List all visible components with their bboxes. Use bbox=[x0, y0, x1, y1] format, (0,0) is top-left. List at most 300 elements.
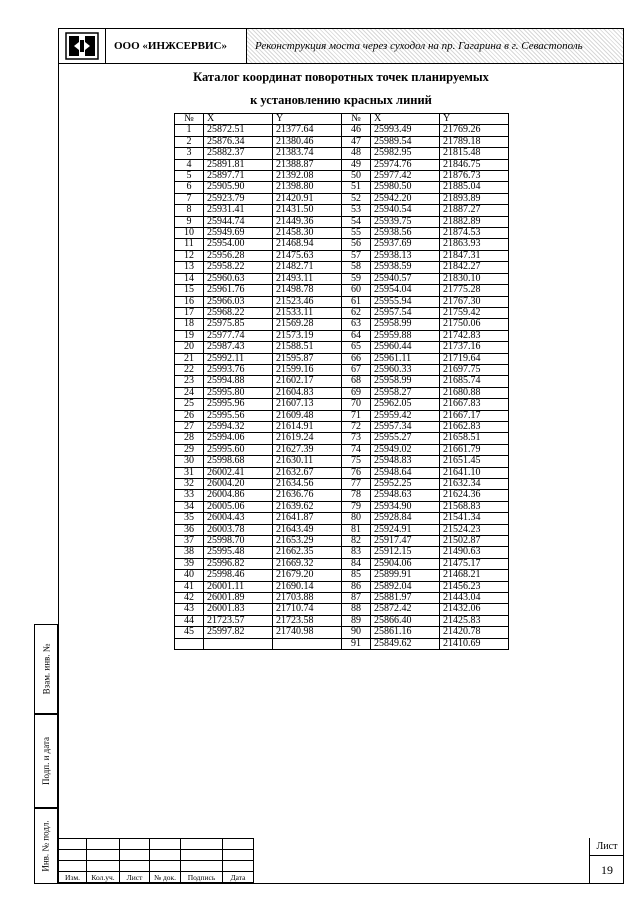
table-cell: 33 bbox=[175, 490, 204, 501]
table-cell: 63 bbox=[342, 319, 371, 330]
table-cell: 26 bbox=[175, 410, 204, 421]
table-row bbox=[175, 239, 509, 250]
table-cell: 26001.83 bbox=[204, 604, 273, 615]
table-row bbox=[175, 171, 509, 182]
column-header: № bbox=[342, 114, 371, 125]
stamp-col-date: Дата bbox=[223, 872, 254, 883]
table-cell: 25955.94 bbox=[371, 296, 440, 307]
table-cell: 21769.26 bbox=[440, 125, 509, 136]
table-cell: 78 bbox=[342, 490, 371, 501]
table-cell: 21595.87 bbox=[273, 353, 342, 364]
table-cell: 25942.20 bbox=[371, 193, 440, 204]
table-cell: 21498.78 bbox=[273, 285, 342, 296]
table-cell: 21723.57 bbox=[204, 615, 273, 626]
table-cell: 5 bbox=[175, 171, 204, 182]
table-cell: 21636.76 bbox=[273, 490, 342, 501]
table-cell: 13 bbox=[175, 262, 204, 273]
table-cell: 21619.24 bbox=[273, 433, 342, 444]
table-cell: 25995.80 bbox=[204, 387, 273, 398]
catalog-title-line2: к установлению красных линий bbox=[250, 93, 432, 107]
table-cell: 37 bbox=[175, 536, 204, 547]
table-row bbox=[175, 547, 509, 558]
table-cell: 87 bbox=[342, 593, 371, 604]
table-cell: 21630.11 bbox=[273, 456, 342, 467]
table-cell: 3 bbox=[175, 148, 204, 159]
table-cell: 21882.89 bbox=[440, 216, 509, 227]
table-cell: 25961.76 bbox=[204, 285, 273, 296]
table-cell: 21789.18 bbox=[440, 136, 509, 147]
table-cell: 58 bbox=[342, 262, 371, 273]
table-cell: 25937.69 bbox=[371, 239, 440, 250]
table-cell bbox=[273, 638, 342, 649]
table-cell: 24 bbox=[175, 387, 204, 398]
table-cell: 83 bbox=[342, 547, 371, 558]
table-cell: 40 bbox=[175, 570, 204, 581]
table-cell: 21634.56 bbox=[273, 479, 342, 490]
table-cell: 21703.88 bbox=[273, 593, 342, 604]
table-cell: 11 bbox=[175, 239, 204, 250]
table-cell: 21667.17 bbox=[440, 410, 509, 421]
table-cell: 21893.89 bbox=[440, 193, 509, 204]
table-cell: 25923.79 bbox=[204, 193, 273, 204]
table-cell: 26004.20 bbox=[204, 479, 273, 490]
table-cell: 21490.63 bbox=[440, 547, 509, 558]
table-row bbox=[175, 307, 509, 318]
table-cell: 21740.98 bbox=[273, 627, 342, 638]
table-cell: 91 bbox=[342, 638, 371, 649]
table-cell: 84 bbox=[342, 558, 371, 569]
table-cell: 54 bbox=[342, 216, 371, 227]
table-cell: 21541.34 bbox=[440, 513, 509, 524]
table-cell: 25944.74 bbox=[204, 216, 273, 227]
table-cell: 21432.06 bbox=[440, 604, 509, 615]
table-cell: 21380.46 bbox=[273, 136, 342, 147]
table-row bbox=[175, 536, 509, 547]
table-row bbox=[175, 228, 509, 239]
table-cell: 53 bbox=[342, 205, 371, 216]
table-cell: 81 bbox=[342, 524, 371, 535]
table-cell: 45 bbox=[175, 627, 204, 638]
table-cell: 2 bbox=[175, 136, 204, 147]
table-cell: 25961.11 bbox=[371, 353, 440, 364]
table-cell: 25998.46 bbox=[204, 570, 273, 581]
table-cell: 25959.88 bbox=[371, 330, 440, 341]
table-cell: 21847.31 bbox=[440, 250, 509, 261]
table-cell: 25876.34 bbox=[204, 136, 273, 147]
table-cell: 25968.22 bbox=[204, 307, 273, 318]
table-cell: 21697.75 bbox=[440, 364, 509, 375]
table-cell: 43 bbox=[175, 604, 204, 615]
table-cell: 26005.06 bbox=[204, 501, 273, 512]
table-cell: 25998.68 bbox=[204, 456, 273, 467]
table-row bbox=[175, 330, 509, 341]
table-cell: 89 bbox=[342, 615, 371, 626]
side-label-vzam: Взам. инв. № bbox=[41, 643, 51, 695]
table-cell: 21533.11 bbox=[273, 307, 342, 318]
table-cell: 61 bbox=[342, 296, 371, 307]
table-cell: 49 bbox=[342, 159, 371, 170]
table-cell: 25861.16 bbox=[371, 627, 440, 638]
table-cell: 21661.79 bbox=[440, 444, 509, 455]
table-cell: 21830.10 bbox=[440, 273, 509, 284]
table-row bbox=[175, 205, 509, 216]
table-cell: 25892.04 bbox=[371, 581, 440, 592]
table-cell: 21524.23 bbox=[440, 524, 509, 535]
table-cell bbox=[204, 638, 273, 649]
table-row bbox=[175, 615, 509, 626]
table-cell: 21690.14 bbox=[273, 581, 342, 592]
table-cell: 52 bbox=[342, 193, 371, 204]
table-cell: 25882.37 bbox=[204, 148, 273, 159]
table-cell: 21383.74 bbox=[273, 148, 342, 159]
table-cell: 76 bbox=[342, 467, 371, 478]
table-cell: 57 bbox=[342, 250, 371, 261]
table-cell: 23 bbox=[175, 376, 204, 387]
table-row bbox=[175, 490, 509, 501]
table-cell: 69 bbox=[342, 387, 371, 398]
table-row bbox=[175, 342, 509, 353]
table-cell: 25931.41 bbox=[204, 205, 273, 216]
table-cell: 26004.86 bbox=[204, 490, 273, 501]
table-cell: 46 bbox=[342, 125, 371, 136]
table-cell: 21658.51 bbox=[440, 433, 509, 444]
table-cell: 21750.06 bbox=[440, 319, 509, 330]
table-cell: 25960.44 bbox=[371, 342, 440, 353]
table-cell: 67 bbox=[342, 364, 371, 375]
table-row bbox=[175, 433, 509, 444]
table-cell: 25995.56 bbox=[204, 410, 273, 421]
table-cell: 26003.78 bbox=[204, 524, 273, 535]
table-cell: 56 bbox=[342, 239, 371, 250]
table-cell: 4 bbox=[175, 159, 204, 170]
table-cell: 25958.99 bbox=[371, 319, 440, 330]
table-cell: 42 bbox=[175, 593, 204, 604]
table-cell: 21431.50 bbox=[273, 205, 342, 216]
table-cell: 71 bbox=[342, 410, 371, 421]
table-cell: 21573.19 bbox=[273, 330, 342, 341]
table-cell: 21767.30 bbox=[440, 296, 509, 307]
title-block-stamp bbox=[58, 838, 624, 884]
table-cell: 25995.96 bbox=[204, 399, 273, 410]
table-cell: 21641.10 bbox=[440, 467, 509, 478]
table-row bbox=[175, 399, 509, 410]
table-cell: 25995.60 bbox=[204, 444, 273, 455]
table-cell: 21643.49 bbox=[273, 524, 342, 535]
table-cell: 25995.48 bbox=[204, 547, 273, 558]
table-cell: 21568.83 bbox=[440, 501, 509, 512]
table-cell: 77 bbox=[342, 479, 371, 490]
table-cell bbox=[175, 638, 204, 649]
table-cell: 25917.47 bbox=[371, 536, 440, 547]
table-cell: 25958.27 bbox=[371, 387, 440, 398]
table-cell: 21502.87 bbox=[440, 536, 509, 547]
table-cell: 25924.91 bbox=[371, 524, 440, 535]
coordinates-table bbox=[174, 113, 509, 650]
table-cell: 21759.42 bbox=[440, 307, 509, 318]
table-cell: 21685.74 bbox=[440, 376, 509, 387]
table-row bbox=[175, 467, 509, 478]
stamp-col-izm: Изм. bbox=[59, 872, 87, 883]
table-row bbox=[175, 250, 509, 261]
table-cell: 21475.17 bbox=[440, 558, 509, 569]
table-cell: 21632.67 bbox=[273, 467, 342, 478]
table-cell: 21607.13 bbox=[273, 399, 342, 410]
table-cell: 21392.08 bbox=[273, 171, 342, 182]
table-cell: 21398.80 bbox=[273, 182, 342, 193]
table-cell: 21449.36 bbox=[273, 216, 342, 227]
table-cell: 21420.91 bbox=[273, 193, 342, 204]
stamp-col-doc: № док. bbox=[150, 872, 181, 883]
table-row bbox=[175, 148, 509, 159]
table-cell: 25987.43 bbox=[204, 342, 273, 353]
table-cell: 65 bbox=[342, 342, 371, 353]
table-cell: 25928.84 bbox=[371, 513, 440, 524]
table-cell: 22 bbox=[175, 364, 204, 375]
table-cell: 25866.40 bbox=[371, 615, 440, 626]
table-cell: 6 bbox=[175, 182, 204, 193]
table-cell: 30 bbox=[175, 456, 204, 467]
table-cell: 21456.23 bbox=[440, 581, 509, 592]
table-row bbox=[175, 410, 509, 421]
table-cell: 25994.06 bbox=[204, 433, 273, 444]
table-cell: 50 bbox=[342, 171, 371, 182]
table-row bbox=[175, 479, 509, 490]
table-cell: 12 bbox=[175, 250, 204, 261]
table-cell: 25938.56 bbox=[371, 228, 440, 239]
table-cell: 25949.02 bbox=[371, 444, 440, 455]
table-cell: 10 bbox=[175, 228, 204, 239]
table-cell: 21377.64 bbox=[273, 125, 342, 136]
table-cell: 85 bbox=[342, 570, 371, 581]
table-cell: 35 bbox=[175, 513, 204, 524]
table-cell: 21846.75 bbox=[440, 159, 509, 170]
table-cell: 21719.64 bbox=[440, 353, 509, 364]
table-cell: 36 bbox=[175, 524, 204, 535]
table-cell: 21627.39 bbox=[273, 444, 342, 455]
table-cell: 21458.30 bbox=[273, 228, 342, 239]
table-cell: 21775.28 bbox=[440, 285, 509, 296]
side-field-inv bbox=[34, 808, 58, 884]
table-row bbox=[175, 501, 509, 512]
table-cell: 25912.15 bbox=[371, 547, 440, 558]
table-cell: 25 bbox=[175, 399, 204, 410]
table-cell: 21420.78 bbox=[440, 627, 509, 638]
table-cell: 21624.36 bbox=[440, 490, 509, 501]
table-cell: 25881.97 bbox=[371, 593, 440, 604]
table-row bbox=[175, 285, 509, 296]
table-cell: 21667.83 bbox=[440, 399, 509, 410]
table-cell: 25960.63 bbox=[204, 273, 273, 284]
table-cell: 9 bbox=[175, 216, 204, 227]
table-cell: 21680.88 bbox=[440, 387, 509, 398]
table-cell: 21475.63 bbox=[273, 250, 342, 261]
stamp-col-sign: Подпись bbox=[181, 872, 223, 883]
table-row bbox=[175, 193, 509, 204]
table-cell: 64 bbox=[342, 330, 371, 341]
table-cell: 70 bbox=[342, 399, 371, 410]
table-cell: 25899.91 bbox=[371, 570, 440, 581]
table-cell: 21523.46 bbox=[273, 296, 342, 307]
table-cell: 51 bbox=[342, 182, 371, 193]
table-cell: 21653.29 bbox=[273, 536, 342, 547]
table-cell: 21468.21 bbox=[440, 570, 509, 581]
table-header-row bbox=[175, 114, 509, 125]
table-cell: 68 bbox=[342, 376, 371, 387]
table-cell: 25957.34 bbox=[371, 421, 440, 432]
table-cell: 21874.53 bbox=[440, 228, 509, 239]
table-cell: 55 bbox=[342, 228, 371, 239]
table-cell: 25949.69 bbox=[204, 228, 273, 239]
table-cell: 25891.81 bbox=[204, 159, 273, 170]
table-cell: 25849.62 bbox=[371, 638, 440, 649]
table-cell: 21641.87 bbox=[273, 513, 342, 524]
table-cell: 21679.20 bbox=[273, 570, 342, 581]
table-row bbox=[175, 136, 509, 147]
table-cell: 25994.88 bbox=[204, 376, 273, 387]
table-row bbox=[175, 125, 509, 136]
table-cell: 25960.33 bbox=[371, 364, 440, 375]
table-row bbox=[175, 513, 509, 524]
table-row bbox=[175, 444, 509, 455]
side-label-podp: Подп. и дата bbox=[41, 736, 51, 786]
table-cell: 19 bbox=[175, 330, 204, 341]
table-cell: 25975.85 bbox=[204, 319, 273, 330]
table-cell: 20 bbox=[175, 342, 204, 353]
table-cell: 21425.83 bbox=[440, 615, 509, 626]
column-header: № bbox=[175, 114, 204, 125]
table-cell: 25952.25 bbox=[371, 479, 440, 490]
table-cell: 21887.27 bbox=[440, 205, 509, 216]
table-cell: 25934.90 bbox=[371, 501, 440, 512]
table-cell: 90 bbox=[342, 627, 371, 638]
table-cell: 26004.43 bbox=[204, 513, 273, 524]
table-cell: 8 bbox=[175, 205, 204, 216]
table-cell: 21602.17 bbox=[273, 376, 342, 387]
table-cell: 21863.93 bbox=[440, 239, 509, 250]
table-cell: 25957.54 bbox=[371, 307, 440, 318]
table-cell: 88 bbox=[342, 604, 371, 615]
table-cell: 62 bbox=[342, 307, 371, 318]
table-cell: 25940.57 bbox=[371, 273, 440, 284]
table-cell: 21493.11 bbox=[273, 273, 342, 284]
table-cell: 25940.54 bbox=[371, 205, 440, 216]
table-cell: 21443.04 bbox=[440, 593, 509, 604]
table-cell: 25938.13 bbox=[371, 250, 440, 261]
table-cell: 25954.00 bbox=[204, 239, 273, 250]
table-cell: 21609.48 bbox=[273, 410, 342, 421]
table-cell: 28 bbox=[175, 433, 204, 444]
table-cell: 66 bbox=[342, 353, 371, 364]
side-label-inv: Инв. № подл. bbox=[41, 820, 51, 872]
table-cell: 18 bbox=[175, 319, 204, 330]
table-cell: 25982.95 bbox=[371, 148, 440, 159]
column-header: X bbox=[204, 114, 273, 125]
table-cell: 21482.71 bbox=[273, 262, 342, 273]
table-cell: 59 bbox=[342, 273, 371, 284]
table-cell: 21599.16 bbox=[273, 364, 342, 375]
sheet-box bbox=[589, 838, 624, 884]
table-cell: 21669.32 bbox=[273, 558, 342, 569]
table-row bbox=[175, 182, 509, 193]
sheet-number: 19 bbox=[601, 863, 613, 877]
table-row bbox=[175, 159, 509, 170]
table-cell: 38 bbox=[175, 547, 204, 558]
table-cell: 32 bbox=[175, 479, 204, 490]
table-row bbox=[175, 273, 509, 284]
table-cell: 25959.42 bbox=[371, 410, 440, 421]
table-row bbox=[175, 319, 509, 330]
table-cell: 26002.41 bbox=[204, 467, 273, 478]
catalog-title-line1: Каталог координат поворотных точек планируемых bbox=[193, 70, 489, 84]
table-cell: 41 bbox=[175, 581, 204, 592]
table-cell: 25992.11 bbox=[204, 353, 273, 364]
table-row bbox=[175, 558, 509, 569]
company-name: ООО «ИНЖСЕРВИС» bbox=[106, 29, 247, 63]
side-field-vzam bbox=[34, 624, 58, 714]
table-cell: 21842.27 bbox=[440, 262, 509, 273]
table-cell: 21662.83 bbox=[440, 421, 509, 432]
table-cell: 25980.50 bbox=[371, 182, 440, 193]
table-cell: 25997.82 bbox=[204, 627, 273, 638]
table-cell: 21468.94 bbox=[273, 239, 342, 250]
table-cell: 73 bbox=[342, 433, 371, 444]
table-cell: 21639.62 bbox=[273, 501, 342, 512]
table-cell: 47 bbox=[342, 136, 371, 147]
table-cell: 86 bbox=[342, 581, 371, 592]
table-cell: 29 bbox=[175, 444, 204, 455]
table-cell: 25993.49 bbox=[371, 125, 440, 136]
column-header: X bbox=[371, 114, 440, 125]
table-cell: 25955.27 bbox=[371, 433, 440, 444]
table-row bbox=[175, 524, 509, 535]
table-cell: 39 bbox=[175, 558, 204, 569]
table-cell: 21388.87 bbox=[273, 159, 342, 170]
table-cell: 15 bbox=[175, 285, 204, 296]
table-cell: 14 bbox=[175, 273, 204, 284]
column-header: Y bbox=[273, 114, 342, 125]
table-cell: 21632.34 bbox=[440, 479, 509, 490]
table-row bbox=[175, 296, 509, 307]
table-cell: 21651.45 bbox=[440, 456, 509, 467]
table-cell: 25958.99 bbox=[371, 376, 440, 387]
table-cell: 25977.74 bbox=[204, 330, 273, 341]
table-row bbox=[175, 627, 509, 638]
table-cell: 79 bbox=[342, 501, 371, 512]
table-cell: 26001.11 bbox=[204, 581, 273, 592]
table-cell: 21614.91 bbox=[273, 421, 342, 432]
table-cell: 21742.83 bbox=[440, 330, 509, 341]
table-cell: 21662.35 bbox=[273, 547, 342, 558]
table-cell: 75 bbox=[342, 456, 371, 467]
table-cell: 25939.75 bbox=[371, 216, 440, 227]
company-logo-icon bbox=[59, 29, 106, 63]
table-cell: 21604.83 bbox=[273, 387, 342, 398]
stamp-col-kol: Кол.уч. bbox=[87, 872, 120, 883]
table-cell: 21723.58 bbox=[273, 615, 342, 626]
table-row bbox=[175, 593, 509, 604]
table-cell: 25938.59 bbox=[371, 262, 440, 273]
sheet-label: Лист bbox=[590, 838, 624, 856]
table-cell: 25954.04 bbox=[371, 285, 440, 296]
table-cell: 82 bbox=[342, 536, 371, 547]
table-cell: 21569.28 bbox=[273, 319, 342, 330]
table-cell: 21815.48 bbox=[440, 148, 509, 159]
table-cell: 21588.51 bbox=[273, 342, 342, 353]
table-cell: 25993.76 bbox=[204, 364, 273, 375]
table-cell: 21710.74 bbox=[273, 604, 342, 615]
table-cell: 25958.22 bbox=[204, 262, 273, 273]
table-cell: 25966.03 bbox=[204, 296, 273, 307]
